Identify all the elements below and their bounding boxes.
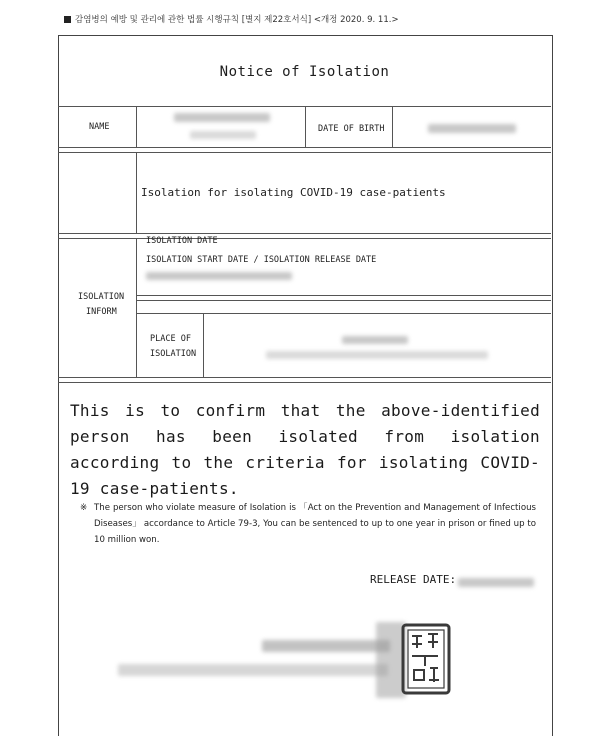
place-of-isolation-label-line1: PLACE OF <box>150 334 191 344</box>
table-line <box>203 313 204 377</box>
isolation-inform-label-line1: ISOLATION <box>78 292 125 302</box>
document-title: Notice of Isolation <box>219 64 390 80</box>
table-line <box>58 382 551 383</box>
table-line <box>136 238 137 377</box>
penalty-footnote <box>80 500 536 548</box>
isolation-reason: Isolation for isolating COVID-19 case-patients <box>141 186 446 199</box>
form-reference-note <box>64 13 399 25</box>
table-line <box>136 300 551 301</box>
official-seal-icon <box>400 622 452 696</box>
table-line <box>58 377 551 378</box>
redacted-place-line2 <box>266 351 488 359</box>
release-date-label: RELEASE DATE: <box>370 573 457 586</box>
form-reference-text: 감염병의 예방 및 관리에 관한 법률 시행규칙 [별지 제22호서식] <개정 2020. 9. 11.> <box>75 15 399 25</box>
table-line <box>392 106 393 147</box>
redacted-date-of-birth <box>428 124 516 133</box>
redacted-release-date <box>458 578 534 587</box>
start-release-date-label: ISOLATION START DATE / ISOLATION RELEASE DATE <box>146 255 377 265</box>
table-line <box>305 106 306 147</box>
redacted-issuer-korean <box>262 640 390 652</box>
table-line <box>136 152 137 233</box>
redacted-isolation-dates <box>146 272 292 280</box>
place-of-isolation-label-line2: ISOLATION <box>150 349 197 359</box>
redacted-place-line1 <box>342 336 408 344</box>
table-line <box>136 313 551 314</box>
table-line <box>58 147 551 148</box>
square-bullet-icon <box>64 16 71 23</box>
isolation-inform-label-line2: INFORM <box>86 307 117 317</box>
table-line <box>58 152 551 153</box>
table-line <box>58 233 551 234</box>
penalty-footnote-text: The person who violate measure of Isolation is 「Act on the Prevention and Management of Infectious Diseases」 accordance to Article 79-3, You can be sentenced to up to one year in prison or fined up to 10 million won. <box>94 503 536 545</box>
confirmation-statement: This is to confirm that the above-identified person has been isolated from isolation according to the criteria for isolating COVID-19 case-patients. <box>70 401 540 498</box>
redacted-name-romanized <box>190 131 256 139</box>
table-line <box>136 106 137 147</box>
redacted-name <box>174 113 270 122</box>
date-of-birth-label: DATE OF BIRTH <box>318 124 385 134</box>
name-label: NAME <box>89 122 110 132</box>
redacted-issuer-english <box>118 664 388 676</box>
isolation-date-label: ISOLATION DATE <box>146 236 218 246</box>
table-line <box>58 238 551 239</box>
table-line <box>136 295 551 296</box>
reference-mark-icon: ※ <box>80 503 88 513</box>
